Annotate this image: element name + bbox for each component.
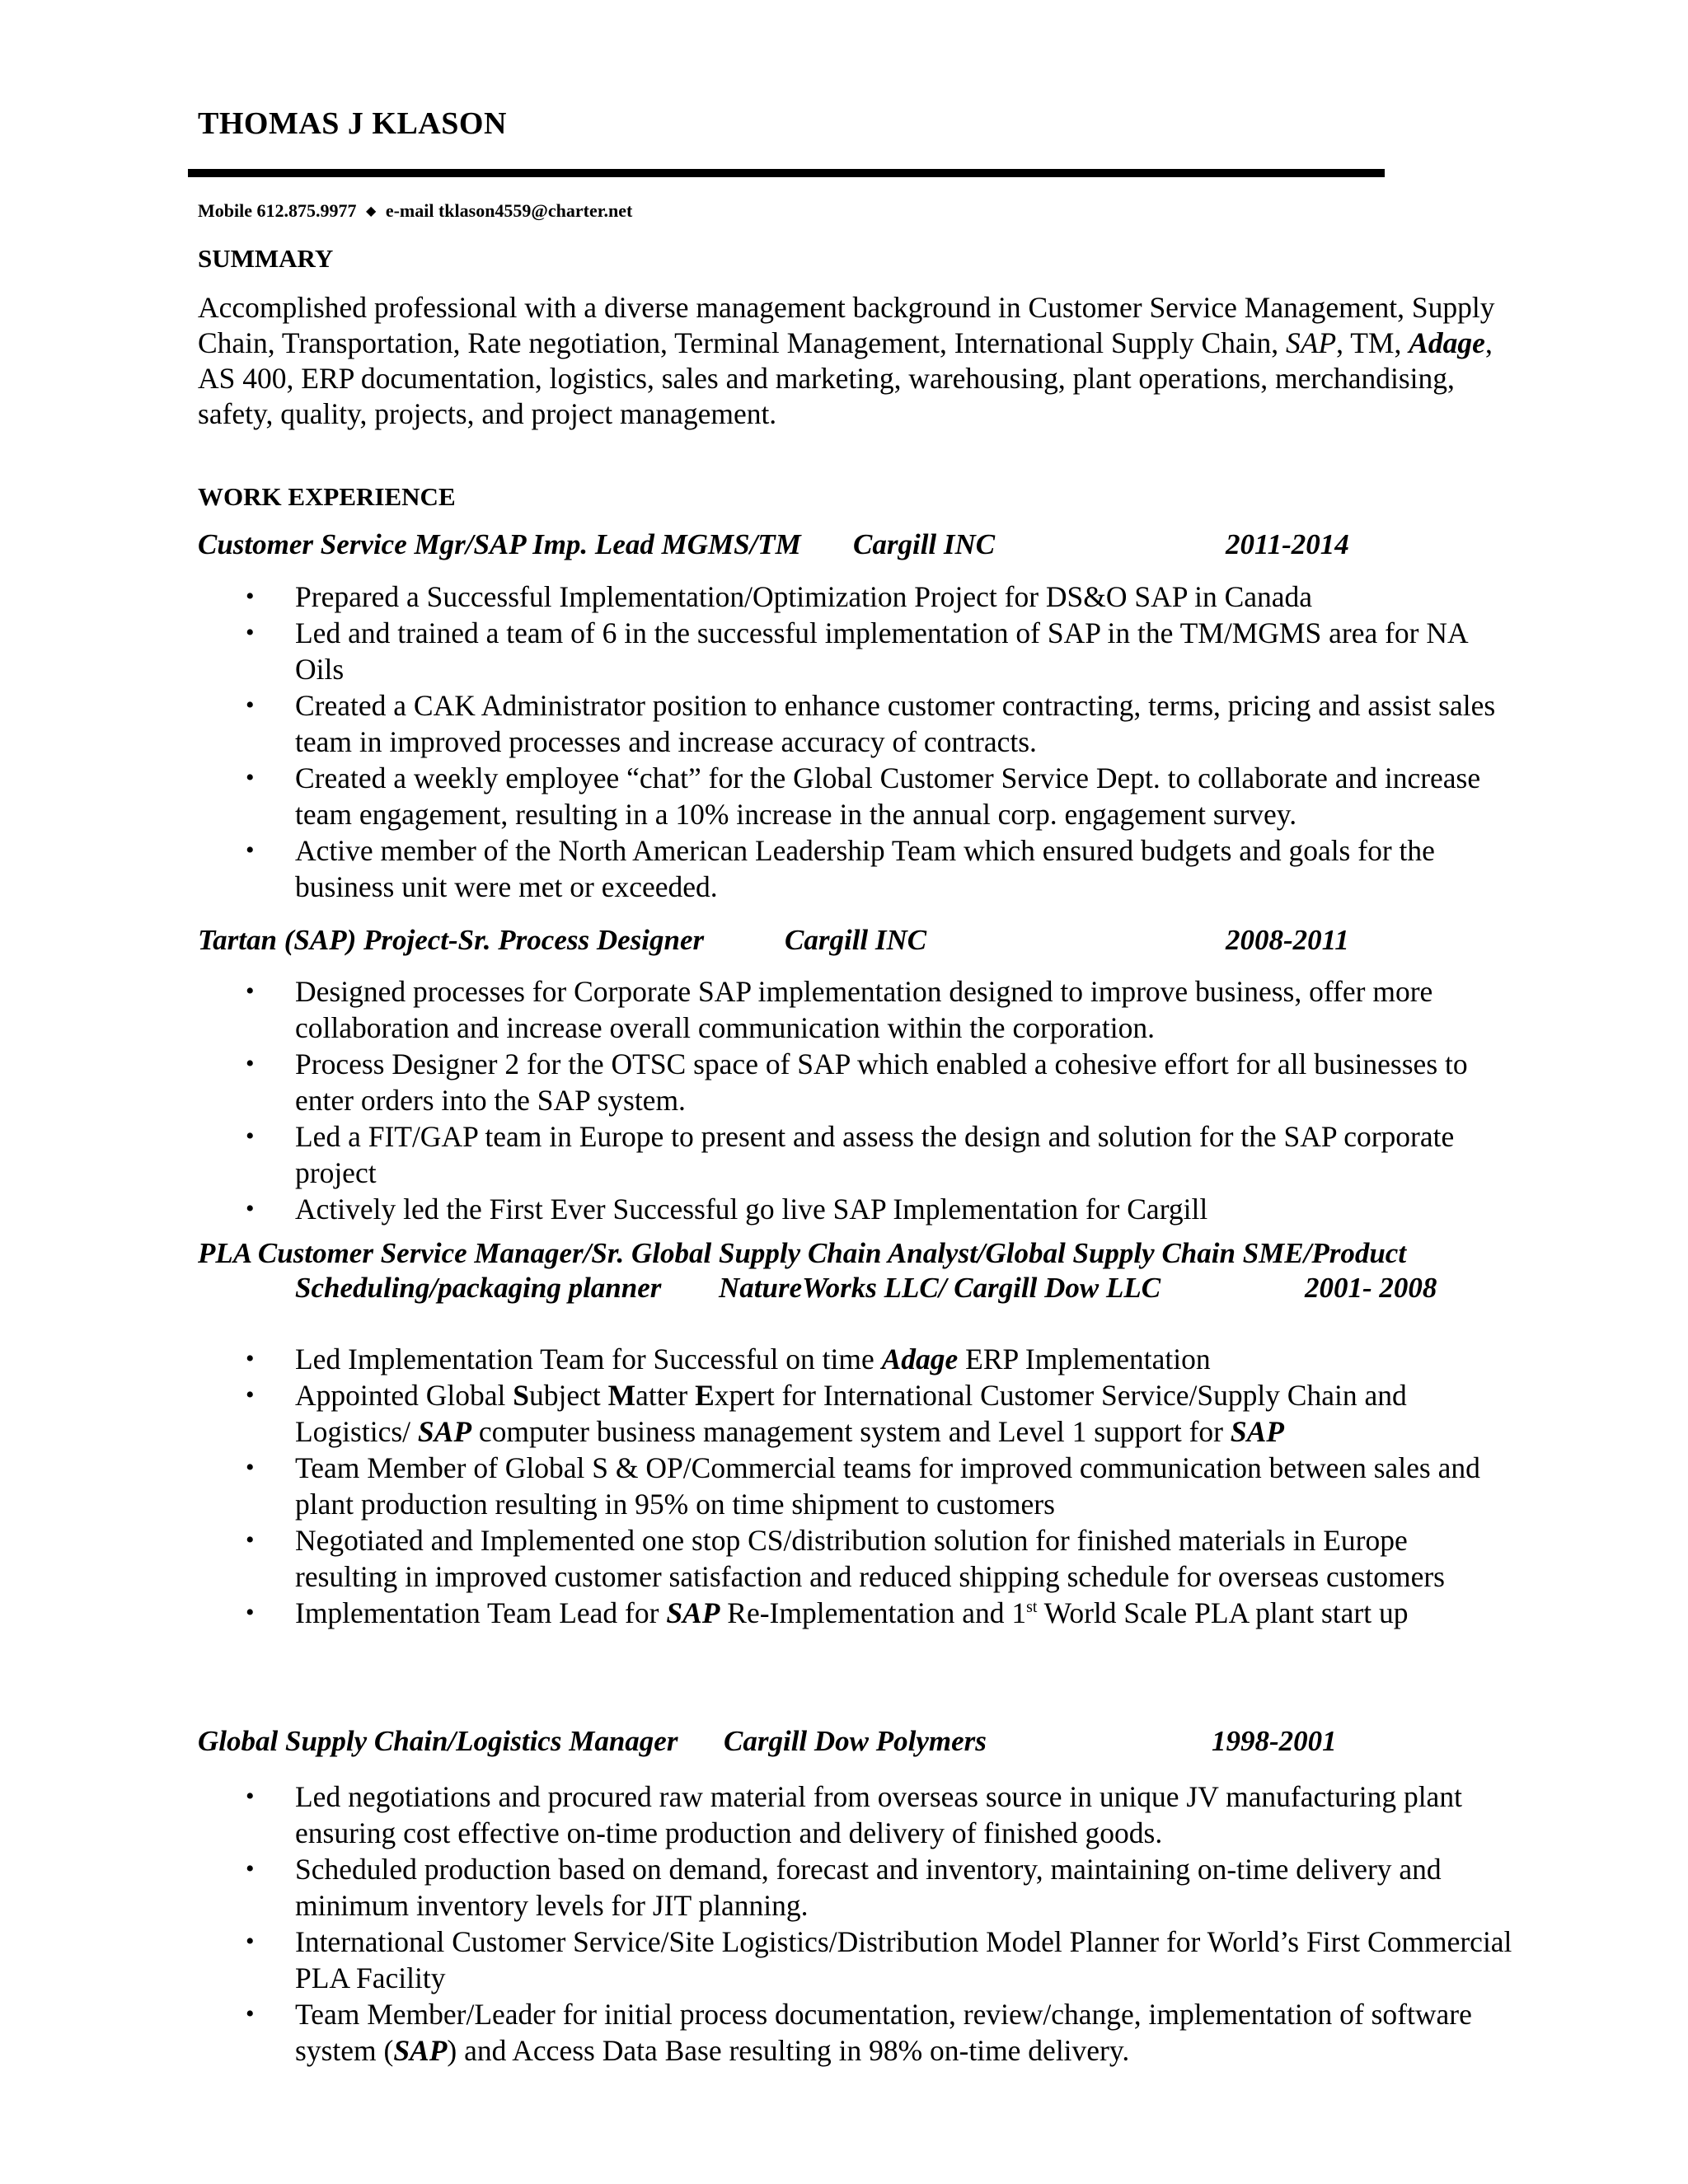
list-item: • Team Member/Leader for initial process documentation, review/change, implementation of software system (SAP) and Access Data Base resulting in 98% on-time delivery.: [246, 1998, 1472, 2067]
list-item: • Created a CAK Administrator position to enhance customer contracting, terms, pricing and assist sales team in improved processes and increase accuracy of contracts.: [246, 689, 1496, 758]
bullet-icon: •: [246, 764, 255, 791]
bullet-icon: •: [246, 837, 255, 864]
list-item: • Process Designer 2 for the OTSC space of SAP which enabled a cohesive effort for all businesses to enter orders into the SAP system.: [246, 1047, 1468, 1117]
list-item: • Appointed Global Subject Matter Expert for International Customer Service/Supply Chain and Logistics/ SAP computer business management system and Level 1 support for SAP: [246, 1379, 1407, 1448]
list-item: • Active member of the North American Leadership Team which ensured budgets and goals for the business unit were met or exceeded.: [246, 834, 1435, 903]
bullet-icon: •: [246, 1122, 255, 1150]
job-bullet-list: [0, 1341, 1688, 1631]
list-item: • International Customer Service/Site Logistics/Distribution Model Planner for World’s First Commercial PLA Facility: [246, 1925, 1512, 1994]
candidate-name: THOMAS J KLASON: [198, 106, 507, 141]
bullet-icon: •: [246, 977, 255, 1005]
list-item: • Created a weekly employee “chat” for the Global Customer Service Dept. to collaborate and increase team engagement, resulting in a 10% increase in the annual corp. engagement survey.: [246, 762, 1481, 831]
list-item: • Scheduled production based on demand, forecast and inventory, maintaining on-time delivery and minimum inventory levels for JIT planning.: [246, 1853, 1442, 1922]
bullet-icon: •: [246, 1526, 255, 1554]
work-experience-heading: WORK EXPERIENCE: [198, 482, 456, 511]
bullet-icon: •: [246, 1783, 255, 1810]
header-divider: [188, 169, 1385, 177]
job-company: Cargill INC: [853, 528, 996, 560]
list-item: • Actively led the First Ever Successful go live SAP Implementation for Cargill: [246, 1193, 1208, 1226]
bullet-icon: •: [246, 1345, 255, 1372]
list-item: • Led Implementation Team for Successful on time Adage ERP Implementation: [246, 1343, 1211, 1376]
job-years: 2008-2011: [1226, 924, 1349, 956]
list-item: • Led a FIT/GAP team in Europe to present and assess the design and solution for the SAP corporate project: [246, 1120, 1455, 1189]
list-item: • Designed processes for Corporate SAP implementation designed to improve business, offer more collaboration and increase overall communication within the corporation.: [246, 975, 1433, 1044]
job-company: NatureWorks LLC/ Cargill Dow LLC: [719, 1272, 1161, 1304]
bullet-icon: •: [246, 1855, 255, 1882]
job-company: Cargill Dow Polymers: [724, 1725, 987, 1757]
job-bullet-list: [0, 579, 1688, 905]
job-years: 2011-2014: [1226, 528, 1349, 560]
job-bullet-list: [0, 973, 1688, 1227]
contact-line: [198, 200, 632, 222]
job-title: Global Supply Chain/Logistics Manager: [198, 1725, 678, 1757]
job-company: Cargill INC: [785, 924, 927, 956]
summary-text: Accomplished professional with a diverse management background in Customer Service Management, Supply Chain, Transportation, Rate negotiation, Terminal Management, International Supply Chain, SAP, TM, Adage, AS 400, ERP documentation, logistics, sales and marketing, warehousing, plant operations, merchandising, safety, quality, projects, and project management.: [198, 291, 1495, 430]
diamond-separator-icon: ◆: [366, 204, 377, 218]
list-item: • Implementation Team Lead for SAP Re-Implementation and 1st World Scale PLA plant start up: [246, 1596, 1409, 1629]
summary-heading: SUMMARY: [198, 244, 334, 273]
job-years: 2001- 2008: [1305, 1272, 1437, 1304]
bullet-icon: •: [246, 583, 255, 610]
list-item: • Led negotiations and procured raw material from overseas source in unique JV manufacturing plant ensuring cost effective on-time production and delivery of finished goods.: [246, 1780, 1462, 1849]
bullet-icon: •: [246, 1599, 255, 1626]
contact-email: e-mail tklason4559@charter.net: [385, 200, 633, 221]
list-item: • Led and trained a team of 6 in the successful implementation of SAP in the TM/MGMS area for NA Oils: [246, 616, 1467, 686]
bullet-icon: •: [246, 1050, 255, 1077]
job-title: PLA Customer Service Manager/Sr. Global Supply Chain Analyst/Global Supply Chain SME/Product: [198, 1237, 1407, 1269]
list-item: • Prepared a Successful Implementation/Optimization Project for DS&O SAP in Canada: [246, 580, 1313, 613]
contact-mobile: Mobile 612.875.9977: [198, 200, 357, 221]
bullet-icon: •: [246, 1195, 255, 1222]
bullet-icon: •: [246, 1928, 255, 1955]
bullet-icon: •: [246, 1381, 255, 1408]
bullet-icon: •: [246, 2000, 255, 2027]
job-years: 1998-2001: [1212, 1725, 1337, 1757]
bullet-icon: •: [246, 691, 255, 719]
bullet-icon: •: [246, 619, 255, 646]
list-item: • Negotiated and Implemented one stop CS/distribution solution for finished materials in Europe resulting in improved customer satisfaction and reduced shipping schedule for overseas customers: [246, 1524, 1445, 1593]
job-bullet-list: [0, 1779, 1688, 2069]
bullet-icon: •: [246, 1454, 255, 1481]
list-item: • Team Member of Global S & OP/Commercial teams for improved communication between sales and plant production resulting in 95% on time shipment to customers: [246, 1451, 1480, 1521]
job-title-continued: Scheduling/packaging planner: [295, 1272, 662, 1304]
job-title: Customer Service Mgr/SAP Imp. Lead MGMS/TM: [198, 528, 801, 560]
job-title: Tartan (SAP) Project-Sr. Process Designer: [198, 924, 705, 956]
